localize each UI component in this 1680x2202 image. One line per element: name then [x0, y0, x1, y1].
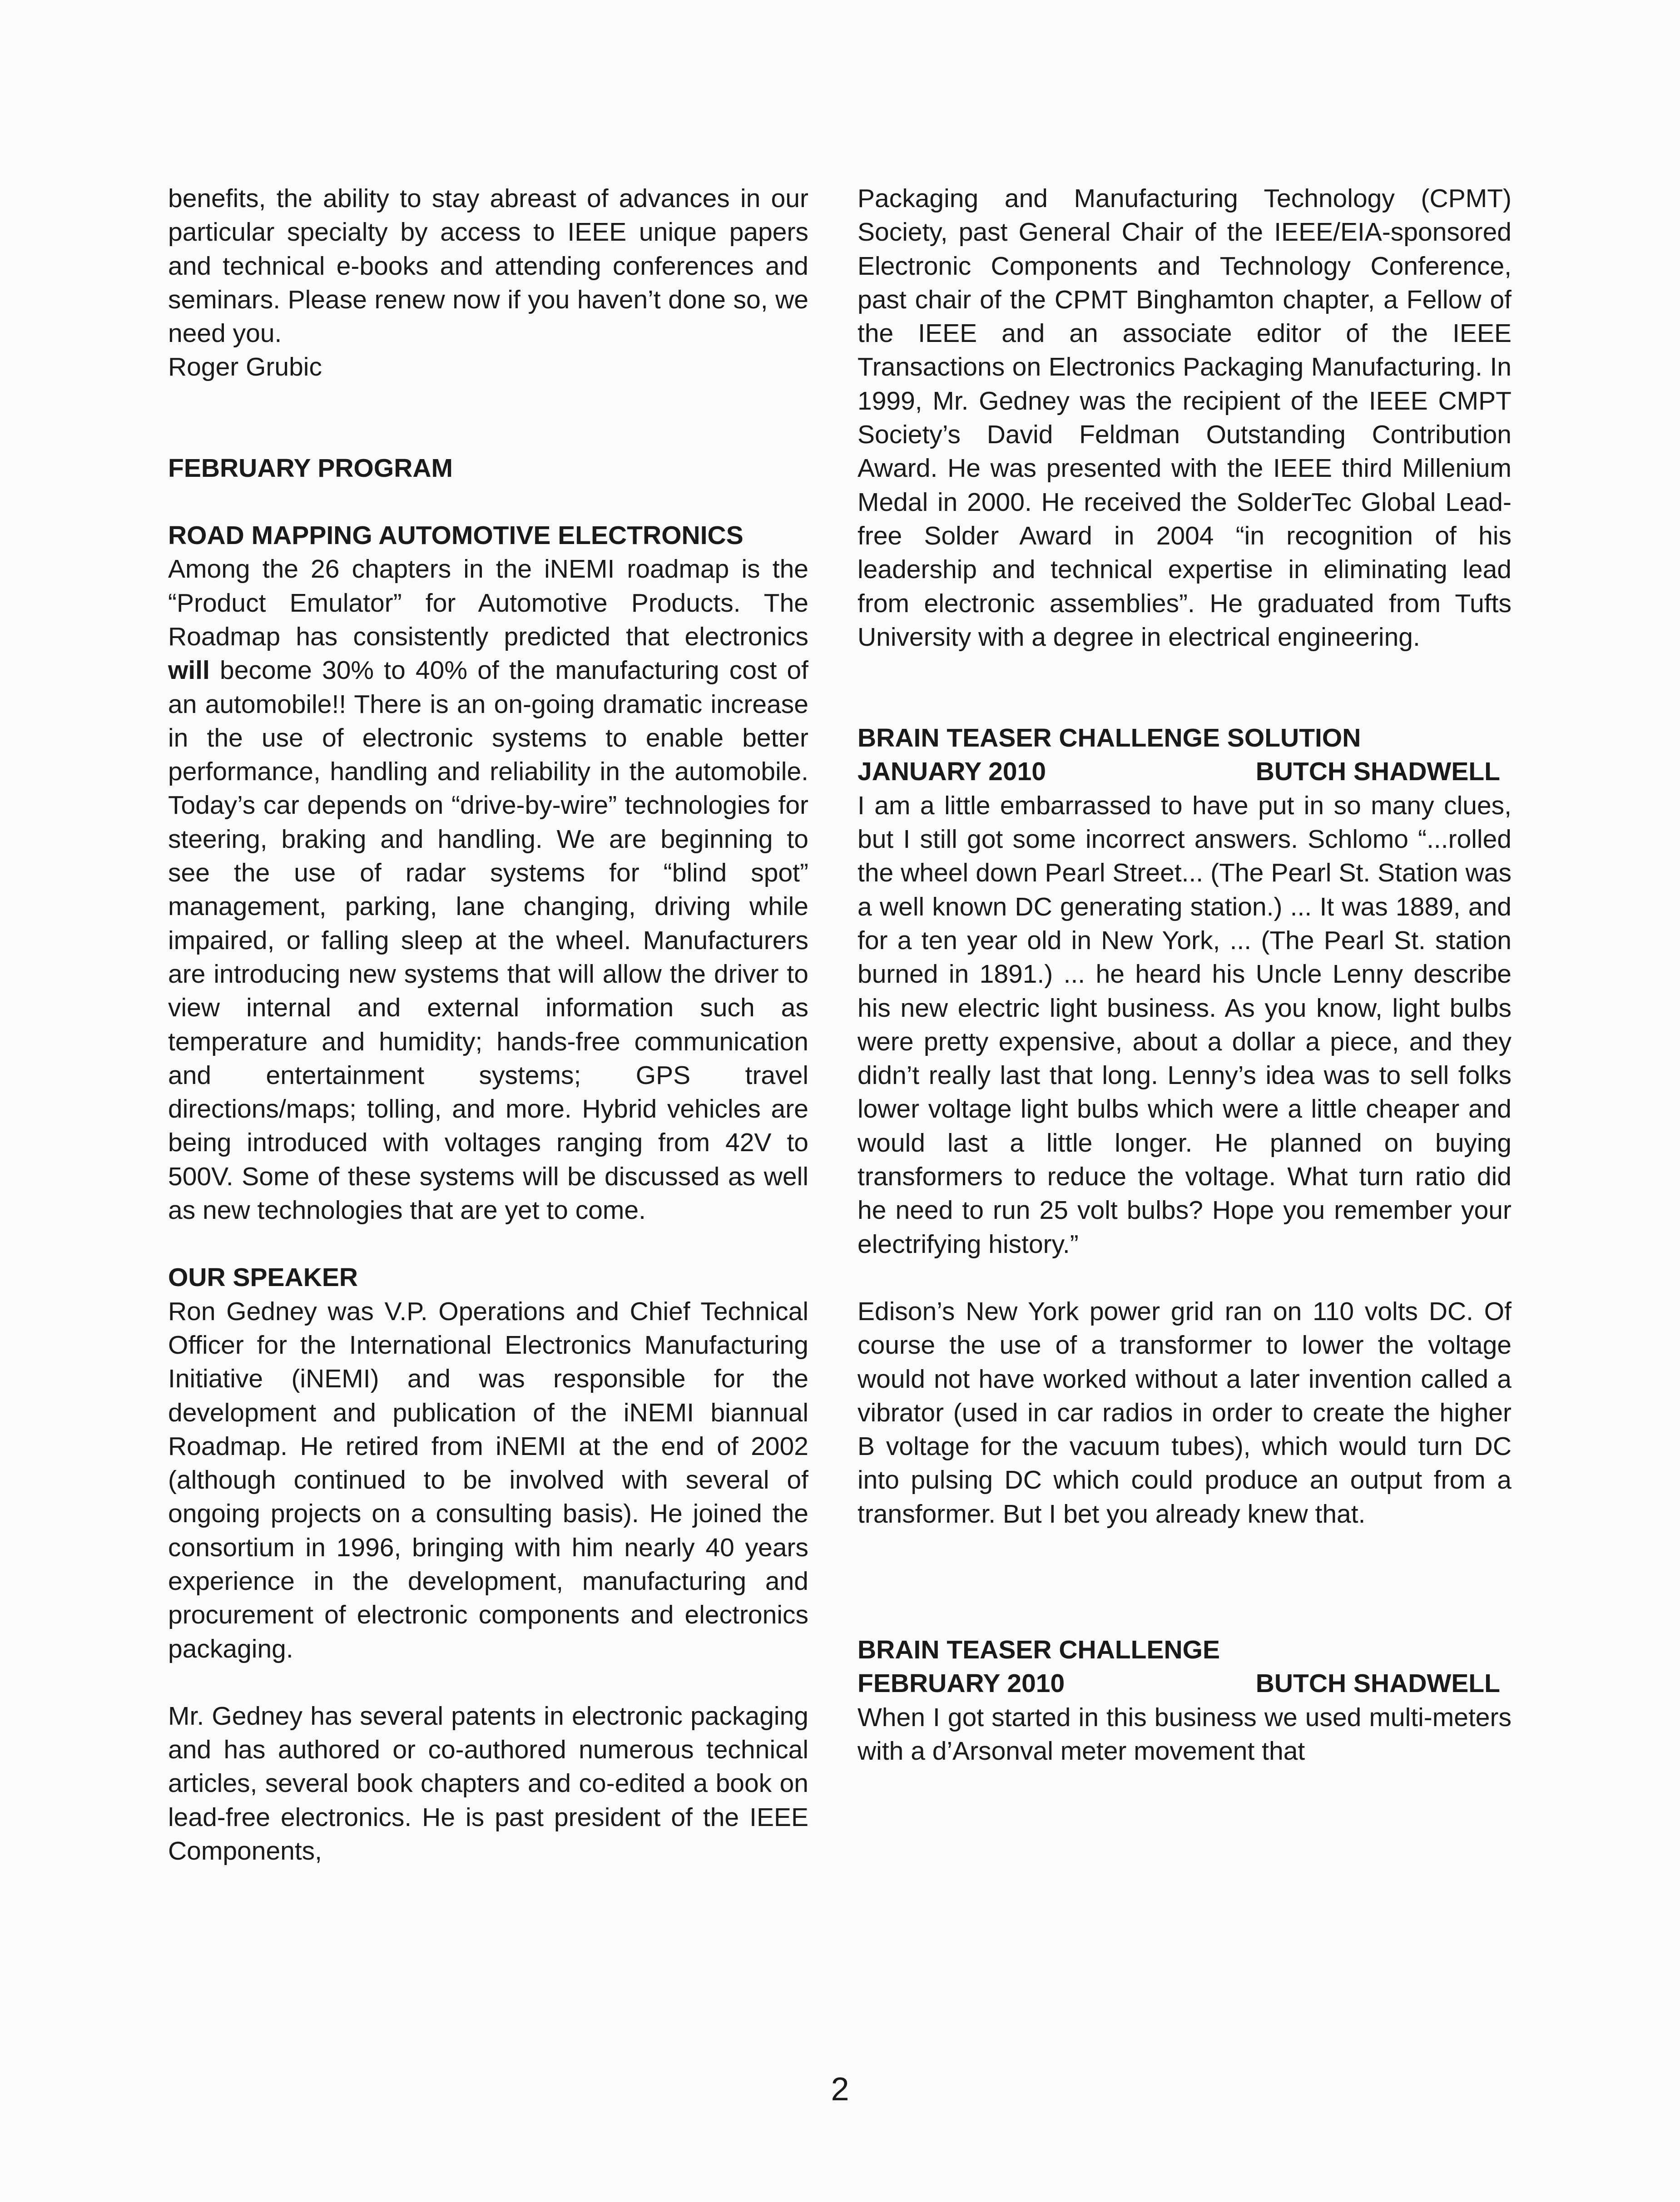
challenge-date: FEBRUARY 2010	[857, 1669, 1065, 1698]
program-heading: FEBRUARY PROGRAM	[168, 453, 453, 483]
topic-text-part-1: Among the 26 chapters in the iNEMI roadmap is the “Product Emulator” for Automotive Products. The Roadmap has consistently predicted that electronics	[168, 554, 808, 651]
topic-text-part-2: become 30% to 40% of the manufacturing cost of an automobile!! There is an on-going dramatic increase in the use of electronic systems to enable better performance, handling and reliability in the automobile. Today’s car depends on “drive-by-wire” technologies for steering, braking and handling. We are beginning to see the use of radar systems for “blind spot” management, parking, lane changing, driving while impaired, or falling sleep at the wheel. Manufacturers are introducing new systems that will allow the driver to view internal and external information such as temperature and humidity; hands-free communication and entertainment systems; GPS travel directions/maps; tolling, and more. Hybrid vehicles are being introduced with voltages ranging from 42V to 500V. Some of these systems will be discussed as well as new technologies that are yet to come.	[168, 656, 808, 1225]
intro-signature: Roger Grubic	[168, 352, 322, 382]
solution-byline	[857, 755, 1512, 788]
challenge-paragraph: When I got started in this business we used multi-meters with a d’Arsonval meter movement that	[857, 1702, 1512, 1766]
right-column	[857, 182, 1512, 1768]
speaker-paragraph-1: Ron Gedney was V.P. Operations and Chief Technical Officer for the International Electronics Manufacturing Initiative (iNEMI) and was responsible for the development and publication of the iNEMI biannual Roadmap. He retired from iNEMI at the end of 2002 (although continued to be involved with several of ongoing projects on a consulting basis). He joined the consortium in 1996, bringing with him nearly 40 years experience in the development, manufacturing and procurement of electronic components and electronics packaging.	[168, 1296, 808, 1663]
topic-heading: ROAD MAPPING AUTOMOTIVE ELECTRONICS	[168, 521, 743, 550]
solution-date: JANUARY 2010	[857, 757, 1046, 787]
challenge-heading: BRAIN TEASER CHALLENGE	[857, 1635, 1220, 1664]
solution-author: BUTCH SHADWELL	[1255, 757, 1500, 787]
challenge-author: BUTCH SHADWELL	[1255, 1669, 1500, 1698]
speaker-bio-continued: Packaging and Manufacturing Technology (CPMT) Society, past General Chair of the IEEE/EIA-sponsored Electronic Components and Technology Conference, past chair of the CPMT Binghamton chapter, a Fellow of the IEEE and an associate editor of the IEEE Transactions on Electronics Packaging Manufacturing. In 1999, Mr. Gedney was the recipient of the IEEE CMPT Society’s David Feldman Outstanding Contribution Award. He was presented with the IEEE third Millenium Medal in 2000. He received the SolderTec Global Lead-free Solder Award in 2004 “in recognition of his leadership and technical expertise in eliminating lead from electronic assemblies”. He graduated from Tufts University with a degree in electrical engineering.	[857, 184, 1512, 652]
page-number: 2	[831, 2071, 849, 2108]
speaker-paragraph-2: Mr. Gedney has several patents in electronic packaging and has authored or co-authored numerous technical articles, several book chapters and co-edited a book on lead-free electronics. He is past president of the IEEE Components,	[168, 1701, 808, 1866]
topic-paragraph	[168, 552, 808, 1227]
intro-paragraph: benefits, the ability to stay abreast of advances in our particular specialty by access to IEEE unique papers and technical e-books and attending conferences and seminars. Please renew now if you haven’t done so, we need you.	[168, 184, 808, 348]
speaker-heading: OUR SPEAKER	[168, 1263, 358, 1292]
solution-heading: BRAIN TEASER CHALLENGE SOLUTION	[857, 723, 1361, 753]
challenge-byline	[857, 1667, 1512, 1700]
solution-paragraph-1: I am a little embarrassed to have put in so many clues, but I still got some incorrect answers. Schlomo “...rolled the wheel down Pearl Street... (The Pearl St. Station was a well known DC generating station.) ... It was 1889, and for a ten year old in New York, ... (The Pearl St. station burned in 1891.) ... he heard his Uncle Lenny describe his new electric light business. As you know, light bulbs were pretty expensive, about a dollar a piece, and they didn’t really last that long. Lenny’s idea was to sell folks lower voltage light bulbs which were a little cheaper and would last a little longer. He planned on buying transformers to reduce the voltage. What turn ratio did he need to run 25 volt bulbs? Hope you remember your electrifying history.”	[857, 791, 1512, 1259]
left-column	[168, 182, 808, 1868]
topic-text-emphasis: will	[168, 656, 210, 685]
solution-paragraph-2: Edison’s New York power grid ran on 110 volts DC. Of course the use of a transformer to lower the voltage would not have worked without a later invention called a vibrator (used in car radios in order to create the higher B voltage for the vacuum tubes), which would turn DC into pulsing DC which could produce an output from a transformer. But I bet you already knew that.	[857, 1296, 1512, 1529]
